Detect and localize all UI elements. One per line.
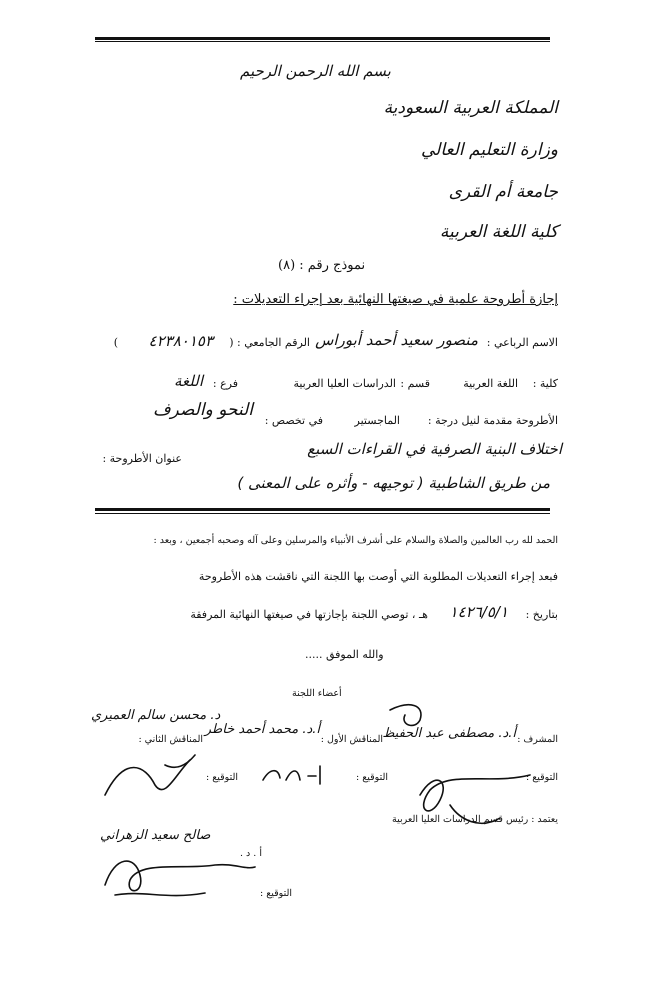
branch-value: اللغة (174, 372, 203, 390)
top-rule (95, 37, 550, 40)
college-row (108, 374, 558, 396)
branch-label: فرع : (212, 377, 238, 390)
name-label: الاسم الرباعي : (486, 336, 558, 349)
form-title: إجازة أطروحة علمية في صيغتها النهائية بعد إجراء التعديلات : (233, 292, 558, 307)
university-name: جامعة أم القرى (448, 182, 558, 202)
body-line-3 (98, 605, 558, 629)
form-number: نموذج رقم : (٨) (278, 258, 366, 273)
department-head-title: أ . د . (240, 848, 262, 859)
department-head-name: صالح سعيد الزهراني (100, 828, 211, 843)
ministry-name: وزارة التعليم العالي (420, 140, 558, 160)
id-label: الرقم الجامعي : ( (229, 336, 310, 349)
dept-label: قسم : (400, 377, 430, 390)
examiner1-signature-label: التوقيع : (356, 772, 388, 783)
committee-heading: أعضاء اللجنة (292, 688, 342, 699)
supervisor-label: المشرف : (517, 734, 558, 745)
id-close: ) (113, 336, 118, 349)
department-head-signature-label: التوقيع : (260, 888, 292, 899)
department-head-signature-icon (95, 845, 265, 905)
examiner1-label: المناقش الأول : (320, 734, 383, 745)
approval-text: يعتمد : رئيس قسم الدراسات العليا العربية (392, 814, 558, 825)
college-value: اللغة العربية (463, 377, 518, 390)
college-label: كلية : (532, 377, 558, 390)
closing-text: والله الموفق ..... (305, 648, 384, 661)
supervisor-name: أ.د. مصطفى عبد الحفيظ (382, 726, 516, 741)
recommendation-text: هـ ، توصي اللجنة بإجازتها في صيغتها النهائية المرفقة (190, 608, 428, 621)
middle-rule-thin (95, 513, 550, 514)
thesis-title-label: عنوان الأطروحة : (102, 452, 182, 465)
name-value: منصور سعيد أحمد أبوراس (315, 331, 478, 349)
examiner2-name: د. محسن سالم العميري (91, 708, 221, 723)
examiner1-name: أ.د. محمد أحمد خاطر (204, 722, 320, 737)
college-name: كلية اللغة العربية (439, 222, 558, 242)
date-value: ١٤٢٦/٥/١ (449, 603, 508, 621)
examiner2-signature-label: التوقيع : (206, 772, 238, 783)
id-value: ٤٢٣٨٠١٥٣ (148, 332, 213, 350)
body-line-2: فبعد إجراء التعديلات المطلوبة التي أوصت بها اللجنة التي ناقشت هذه الأطروحة (198, 570, 558, 583)
examiner1-signature-icon (258, 760, 338, 790)
degree-value: الماجستير (354, 414, 400, 427)
thesis-title-line1: اختلاف البنية الصرفية في القراءات السبع (307, 440, 562, 458)
name-row (108, 333, 558, 355)
dept-value: الدراسات العليا العربية (293, 377, 396, 390)
spec-value: النحو والصرف (152, 400, 253, 420)
body-line-1: الحمد لله رب العالمين والصلاة والسلام على أشرف الأنبياء والمرسلين وعلى آله وصحبه أجمعين ، وبعد : (153, 535, 558, 546)
examiner2-signature-icon (95, 745, 205, 805)
degree-label: الأطروحة مقدمة لنيل درجة : (427, 414, 558, 427)
top-rule-thin (95, 41, 550, 42)
basmala: بسم الله الرحمن الرحيم (240, 62, 391, 80)
supervisor-signature-label: التوقيع : (526, 772, 558, 783)
middle-rule (95, 508, 550, 511)
degree-row (100, 400, 558, 432)
spec-label: في تخصص : (264, 414, 323, 427)
thesis-title-line2: من طريق الشاطبية ( توجيهه - وأثره على المعنى ) (237, 474, 550, 492)
date-label: بتاريخ : (525, 608, 558, 621)
examiner2-label: المناقش الثاني : (138, 734, 203, 745)
country-name: المملكة العربية السعودية (383, 98, 558, 118)
